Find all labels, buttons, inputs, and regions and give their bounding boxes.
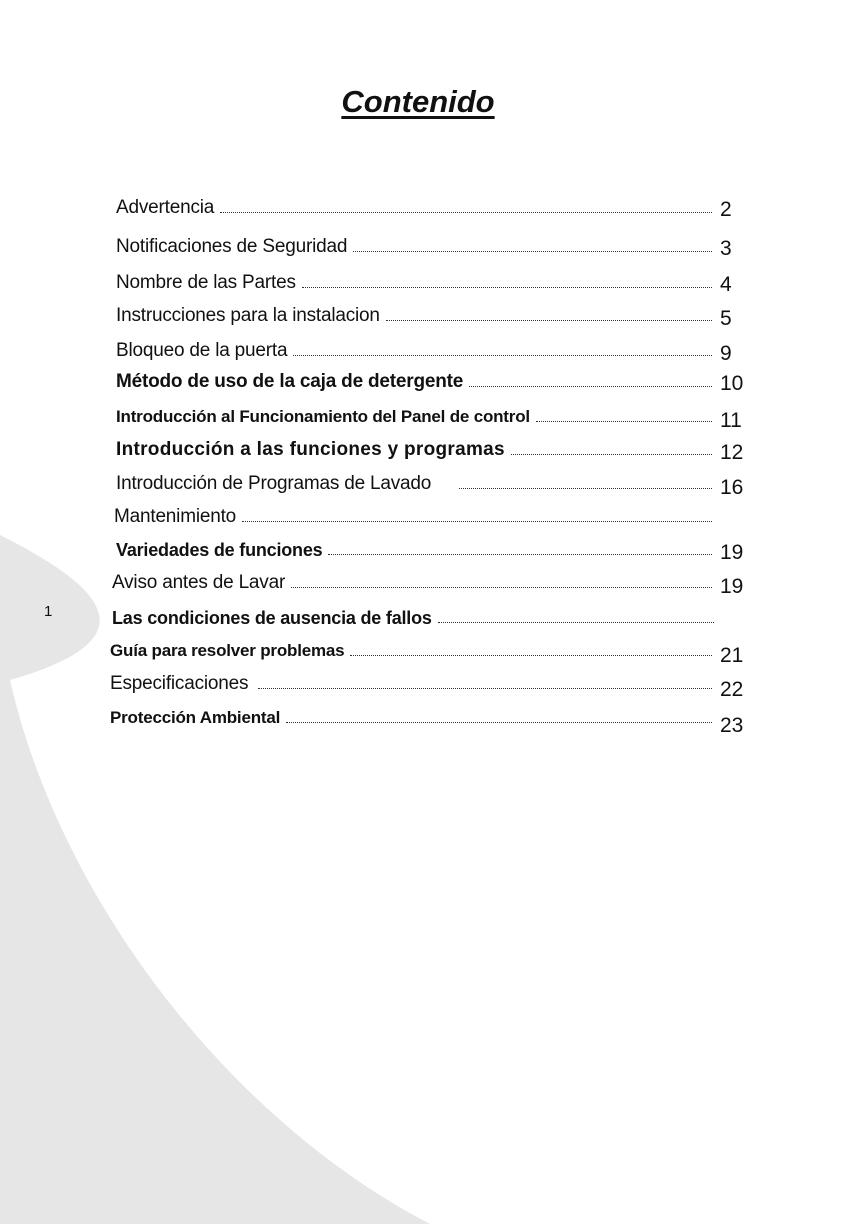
toc-entry-label: Instrucciones para la instalacion [116,305,380,326]
toc-entry-label: Protección Ambiental [110,708,281,727]
toc-entry-panel-control[interactable] [116,406,712,428]
toc-entry-aviso[interactable] [112,572,712,594]
toc-entry-label: Método de uso de la caja de detergente [116,371,464,392]
toc-entry-page: 22 [720,678,744,701]
dotted-leader [302,287,712,288]
toc-entry-page: 10 [720,372,744,395]
toc-entry-label: Guía para resolver problemas [110,641,345,660]
toc-entry-label: Variedades de funciones [116,540,323,560]
toc-entry-label: Advertencia [116,197,215,218]
dotted-leader [291,587,712,588]
toc-entry-label: Nombre de las Partes [116,272,296,293]
dotted-leader [328,554,712,555]
toc-entry-detergente[interactable] [116,371,712,393]
toc-entry-especificaciones[interactable] [110,673,712,695]
toc-entry-programas-lavado[interactable] [116,473,712,495]
toc-entry-label: Introducción al Funcionamiento del Panel de control [116,407,530,426]
toc-entry-variedades[interactable] [116,539,712,561]
dotted-leader [293,355,712,356]
toc-entry-label: Notificaciones de Seguridad [116,236,348,257]
page-number: 1 [44,603,53,620]
toc-entry-page: 11 [720,409,742,432]
dotted-leader [242,521,712,522]
toc-entry-ambiental[interactable] [110,707,712,729]
dotted-leader [220,212,712,213]
toc-entry-page: 19 [720,541,744,564]
toc-entry-advertencia[interactable] [116,197,712,219]
toc-entry-label: Mantenimiento [114,506,237,527]
toc-entry-page: 12 [720,441,744,464]
page-title: Contenido [341,84,495,119]
toc-entry-label: Introducción de Programas de Lavado [116,473,432,494]
dotted-leader [353,251,712,252]
toc-entry-label: Especificaciones [110,673,249,694]
dotted-leader [286,722,712,723]
toc-entry-label: Bloqueo de la puerta [116,340,288,361]
dotted-leader [469,386,712,387]
toc-entry-mantenimiento[interactable] [114,506,712,528]
toc-entry-page: 3 [720,237,732,260]
toc-entry-label: Las condiciones de ausencia de fallos [112,608,432,628]
toc-entry-page: 9 [720,342,732,365]
dotted-leader [386,320,712,321]
toc-entry-page: 19 [720,575,744,598]
toc-entry-partes[interactable] [116,272,712,294]
dotted-leader [459,488,712,489]
toc-entry-instalacion[interactable] [116,305,712,327]
dotted-leader [536,421,712,422]
toc-entry-bloqueo[interactable] [116,340,712,362]
toc-entry-label: Aviso antes de Lavar [112,572,286,593]
dotted-leader [511,454,712,455]
toc-entry-notificaciones[interactable] [116,236,712,258]
toc-entry-page: 23 [720,714,744,737]
toc-entry-label: Introducción a las funciones y programas [116,439,505,460]
toc-entry-page: 16 [720,476,744,499]
toc-entry-page: 21 [720,644,744,667]
toc-entry-funciones-programas[interactable] [116,439,712,461]
toc-entry-page: 2 [720,198,732,221]
toc-entry-problemas[interactable] [110,640,712,662]
dotted-leader [438,622,714,623]
dotted-leader [350,655,712,656]
toc-entry-page: 4 [720,273,732,296]
toc-entry-page: 5 [720,307,732,330]
toc-entry-ausencia-fallos[interactable] [112,607,714,629]
dotted-leader [258,688,712,689]
